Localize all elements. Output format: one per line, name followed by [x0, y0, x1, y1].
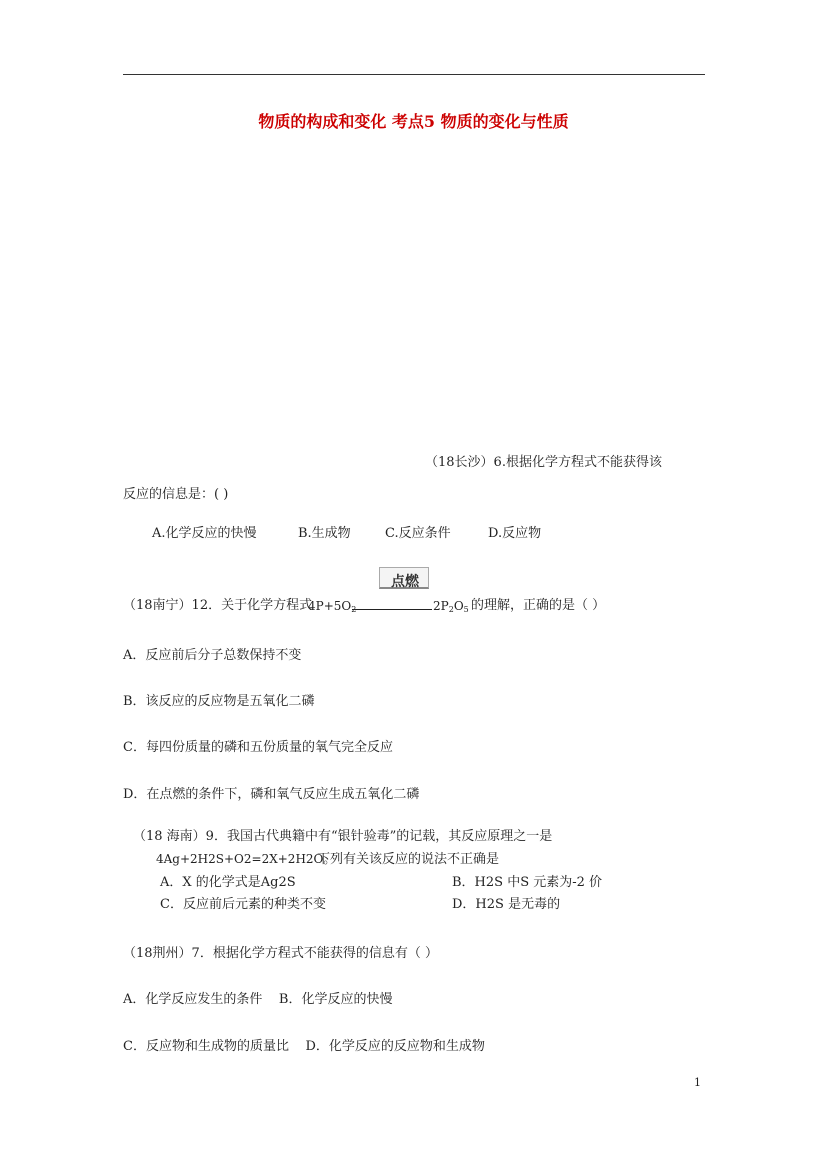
q3-option-b: B．H2S 中S 元素为-2 价	[452, 875, 603, 890]
q3-equation: 4Ag+2H2S+O2=2X+2H2O。	[156, 852, 336, 866]
q1-option-b: B.生成物	[298, 526, 351, 541]
q2-equation-left: 4P+5O	[308, 599, 352, 613]
q2-option-a: A．反应前后分子总数保持不变	[123, 648, 302, 663]
q4-options-row2: C．反应物和生成物的质量比 D．化学反应的反应物和生成物	[123, 1039, 485, 1054]
q1-option-a: A.化学反应的快慢	[152, 526, 257, 541]
q3-option-c: C．反应前后元素的种类不变	[160, 897, 326, 912]
reaction-condition: 点燃	[391, 574, 419, 590]
q1-stem-line2: 反应的信息是：( )	[123, 487, 229, 502]
q4-options-row1: A．化学反应发生的条件 B．化学反应的快慢	[123, 992, 393, 1007]
header-rule	[123, 74, 705, 75]
q2-stem-prefix: （18南宁）12．关于化学方程式	[123, 598, 313, 613]
q3-stem-tail: 下列有关该反应的说法不正确是	[317, 852, 500, 867]
q1-option-c: C.反应条件	[385, 526, 451, 541]
q2-option-b: B．该反应的反应物是五氧化二磷	[123, 694, 315, 709]
q3-option-a: A．X 的化学式是Ag2S	[160, 875, 296, 890]
q3-option-d: D．H2S 是无毒的	[452, 897, 561, 912]
q2-equation-right: $2P_2O_5$	[433, 599, 469, 614]
q2-option-c: C．每四份质量的磷和五份质量的氧气完全反应	[123, 740, 393, 755]
q1-option-d: D.反应物	[488, 526, 542, 541]
q2-option-d: D．在点燃的条件下，磷和氧气反应生成五氧化二磷	[123, 787, 420, 802]
page-number: 1	[694, 1076, 701, 1089]
q3-stem-line1: （18 海南）9．我国古代典籍中有“银针验毒”的记载，其反应原理之一是	[133, 829, 553, 844]
q2-stem-suffix: 的理解，正确的是（ ）	[471, 598, 606, 613]
document-title: 物质的构成和变化 考点5 物质的变化与性质	[258, 112, 569, 131]
reaction-condition-box	[379, 567, 429, 589]
equation-line	[352, 609, 432, 610]
q1-stem-line1: （18长沙）6.根据化学方程式不能获得该	[425, 455, 662, 470]
q4-stem: （18荆州）7．根据化学方程式不能获得的信息有（ ）	[123, 946, 438, 961]
